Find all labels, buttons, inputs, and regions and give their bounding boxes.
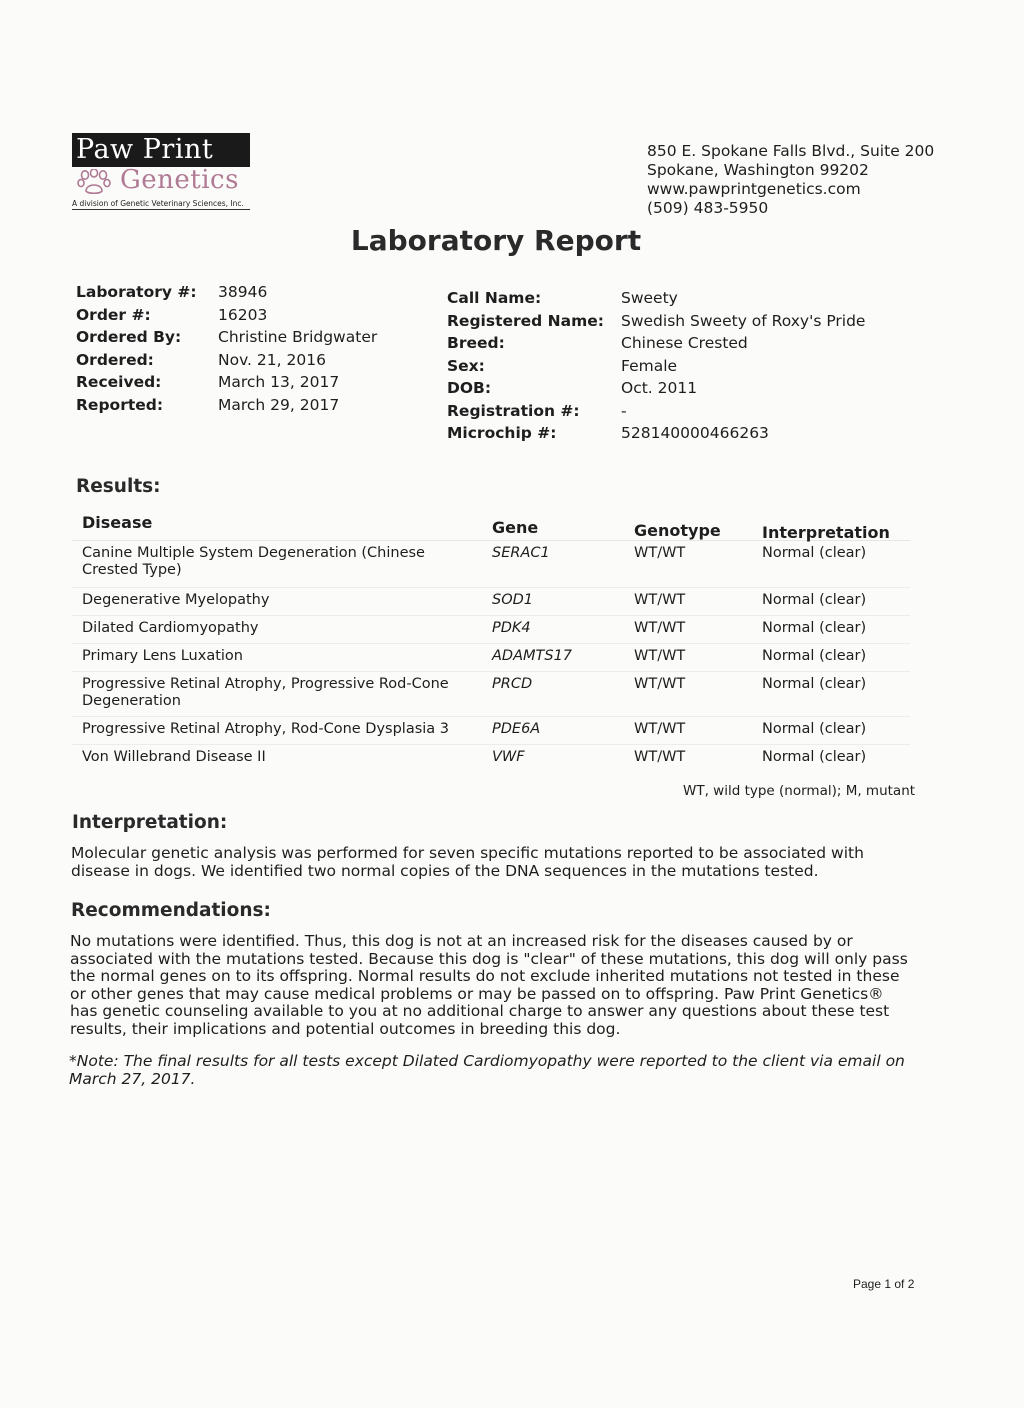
info-value: Christine Bridgwater — [218, 328, 378, 346]
info-label: Sex: — [447, 356, 485, 375]
table-row — [72, 541, 910, 588]
table-row — [72, 616, 910, 644]
info-value: 38946 — [218, 283, 268, 301]
report-title: Laboratory Report — [350, 224, 642, 257]
genotype-cell: WT/WT — [634, 592, 686, 608]
recommendations-heading: Recommendations: — [71, 900, 271, 921]
genotype-cell: WT/WT — [634, 721, 686, 737]
info-label: Ordered: — [76, 350, 154, 369]
logo-line1: Paw Print — [72, 133, 250, 167]
disease-cell: Progressive Retinal Atrophy, Progressive Rod-Cone Degeneration — [82, 676, 449, 709]
disease-cell: Canine Multiple System Degeneration (Chinese Crested Type) — [82, 545, 425, 578]
info-value: 528140000466263 — [621, 424, 769, 442]
table-row — [72, 672, 910, 717]
info-value: Female — [621, 356, 678, 375]
disease-cell: Primary Lens Luxation — [82, 648, 243, 664]
gene-cell: SERAC1 — [492, 545, 550, 561]
column-header-disease: Disease — [82, 513, 153, 532]
interpretation-cell: Normal (clear) — [762, 545, 867, 561]
gene-cell: PRCD — [492, 676, 533, 692]
gene-cell: SOD1 — [492, 592, 534, 608]
genotype-cell: WT/WT — [634, 545, 686, 561]
interpretation-cell: Normal (clear) — [762, 749, 867, 765]
paw-print-icon — [76, 169, 116, 195]
results-header-row — [72, 508, 910, 541]
interpretation-cell: Normal (clear) — [762, 592, 867, 608]
info-value: Oct. 2011 — [621, 379, 698, 397]
info-label: Microchip #: — [447, 424, 557, 442]
gene-cell: VWF — [492, 749, 525, 765]
gene-cell: ADAMTS17 — [492, 648, 573, 664]
address-website: www.pawprintgenetics.com — [647, 180, 861, 198]
info-label: Call Name: — [447, 289, 542, 307]
info-label: Ordered By: — [76, 328, 182, 346]
info-value: Chinese Crested — [621, 334, 748, 352]
address-city: Spokane, Washington 99202 — [647, 161, 869, 179]
interpretation-cell: Normal (clear) — [762, 676, 867, 692]
info-value: - — [621, 401, 627, 420]
address-street: 850 E. Spokane Falls Blvd., Suite 200 — [647, 142, 935, 160]
info-value: March 13, 2017 — [218, 373, 340, 391]
table-row — [72, 717, 910, 745]
logo-line2: Genetics — [120, 165, 239, 195]
results-note: *Note: The final results for all tests except Dilated Cardiomyopathy were reported to the client via email on March 27, 2017. — [69, 1052, 905, 1088]
info-value: Nov. 21, 2016 — [218, 350, 326, 369]
disease-cell: Progressive Retinal Atrophy, Rod-Cone Dysplasia 3 — [82, 721, 450, 737]
info-label: DOB: — [447, 379, 492, 397]
interpretation-cell: Normal (clear) — [762, 721, 867, 737]
info-value: 16203 — [218, 305, 268, 324]
company-address — [647, 142, 934, 218]
disease-cell: Von Willebrand Disease II — [82, 749, 266, 765]
column-header-genotype: Genotype — [634, 521, 721, 540]
results-heading: Results: — [76, 476, 161, 497]
interpretation-text: Molecular genetic analysis was performed for seven specific mutations reported to be associated with disease in dogs. We identified two normal copies of the DNA sequences in the mutations tested. — [71, 844, 864, 880]
column-header-interpretation: Interpretation — [762, 523, 890, 542]
info-value: March 29, 2017 — [218, 395, 340, 414]
disease-cell: Dilated Cardiomyopathy — [82, 620, 259, 636]
interpretation-heading: Interpretation: — [72, 812, 228, 833]
genotype-cell: WT/WT — [634, 620, 686, 636]
gene-cell: PDE6A — [492, 721, 541, 737]
gene-cell: PDK4 — [492, 620, 531, 636]
genotype-legend: WT, wild type (normal); M, mutant — [683, 783, 916, 799]
address-phone: (509) 483-5950 — [647, 199, 769, 217]
info-label: Breed: — [447, 334, 505, 352]
info-label: Reported: — [76, 395, 164, 414]
genotype-cell: WT/WT — [634, 648, 686, 664]
logo-tagline: A division of Genetic Veterinary Sciences, Inc. — [72, 199, 250, 210]
info-label: Received: — [76, 373, 162, 391]
table-row — [72, 588, 910, 616]
results-table — [72, 508, 910, 773]
genotype-cell: WT/WT — [634, 749, 686, 765]
recommendations-text: No mutations were identified. Thus, this dog is not at an increased risk for the diseases caused by or associated with the mutations tested. Because this dog is "clear" of these mutations, this dog will only pass the normal genes on to its offspring. Normal results do not exclude inherited mutations not tested in these or other genes that may cause medical problems or may be passed on to offspring. Paw Print Genetics® has genetic counseling available to you at no additional charge to answer any questions about these test results, their implications and potential outcomes in breeding this dog. — [70, 932, 908, 1038]
company-logo — [72, 133, 252, 210]
info-label: Laboratory #: — [76, 283, 197, 301]
genotype-cell: WT/WT — [634, 676, 686, 692]
page-number: Page 1 of 2 — [853, 1277, 915, 1291]
info-label: Registered Name: — [447, 311, 604, 330]
column-header-gene: Gene — [492, 518, 539, 537]
table-row — [72, 745, 910, 773]
disease-cell: Degenerative Myelopathy — [82, 592, 270, 608]
info-value: Swedish Sweety of Roxy's Pride — [621, 311, 866, 330]
interpretation-cell: Normal (clear) — [762, 648, 867, 664]
table-row — [72, 644, 910, 672]
interpretation-cell: Normal (clear) — [762, 620, 867, 636]
info-label: Order #: — [76, 305, 151, 324]
info-label: Registration #: — [447, 401, 580, 420]
info-value: Sweety — [621, 289, 678, 307]
